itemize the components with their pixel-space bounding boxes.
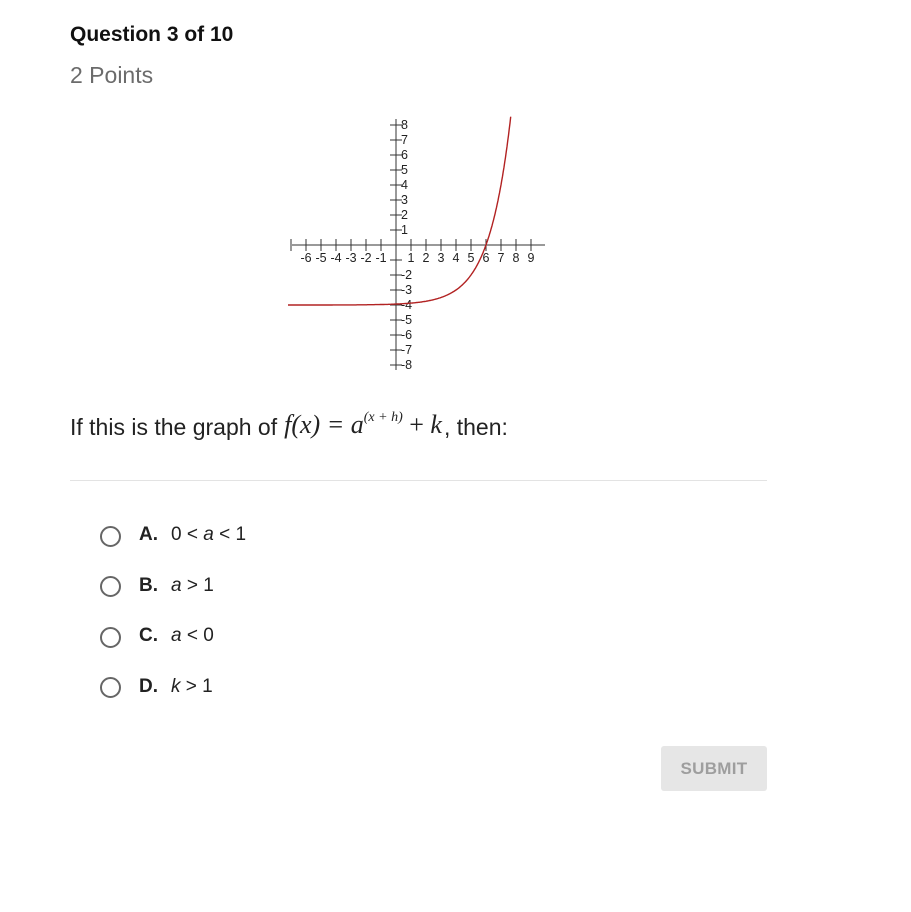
x-tick-label: 4 [452,251,460,265]
x-tick-label: -4 [330,251,342,265]
option-c[interactable]: C. a < 0 [100,611,246,662]
x-tick-label: -6 [300,251,312,265]
y-tick-label: -6 [401,328,413,342]
y-tick-label: 3 [401,193,408,207]
y-tick-label: 2 [401,208,408,222]
submit-button[interactable]: SUBMIT [661,746,767,791]
y-tick-label: -3 [401,283,413,297]
x-tick-label: -2 [360,251,372,265]
radio-button-icon[interactable] [100,576,121,597]
y-tick-label: 5 [401,163,408,177]
prompt-text: If this is the graph of [70,413,278,440]
y-tick-label: 1 [401,223,408,237]
formula: $f(x) = a^{(x + h)} + k$ [284,410,442,439]
radio-button-icon[interactable] [100,677,121,698]
y-tick-label: 7 [401,133,408,147]
y-tick-label: -8 [401,358,413,372]
divider [70,480,767,481]
y-tick-label: -2 [401,268,413,282]
x-tick-label: 5 [467,251,475,265]
x-tick-label: 6 [482,251,490,265]
y-tick-label: -4 [401,298,413,312]
x-tick-label: 9 [527,251,535,265]
y-tick-label: 6 [401,148,408,162]
x-tick-label: 2 [422,251,430,265]
radio-button-icon[interactable] [100,627,121,648]
option-d[interactable]: D. k > 1 [100,662,246,713]
y-tick-label: -5 [401,313,413,327]
question-prompt [70,404,508,450]
option-b[interactable]: B. a > 1 [100,561,246,612]
option-a[interactable]: A. 0 < a < 1 [100,510,246,561]
x-tick-label: 3 [437,251,445,265]
x-tick-label: 1 [407,251,415,265]
x-tick-label: 8 [512,251,520,265]
x-tick-label: 7 [497,251,505,265]
prompt-suffix: , then: [443,413,508,440]
x-tick-label: -1 [375,251,387,265]
x-tick-label: -3 [345,251,357,265]
radio-button-icon[interactable] [100,526,121,547]
question-points: 2 Points [70,62,154,88]
question-title: Question 3 of 10 [70,23,234,46]
y-tick-label: 8 [401,118,408,132]
answer-options [100,510,246,712]
function-curve [288,117,511,305]
y-tick-label: 4 [401,178,408,192]
x-tick-label: -5 [315,251,327,265]
function-graph [288,116,550,376]
y-tick-label: -7 [401,343,413,357]
